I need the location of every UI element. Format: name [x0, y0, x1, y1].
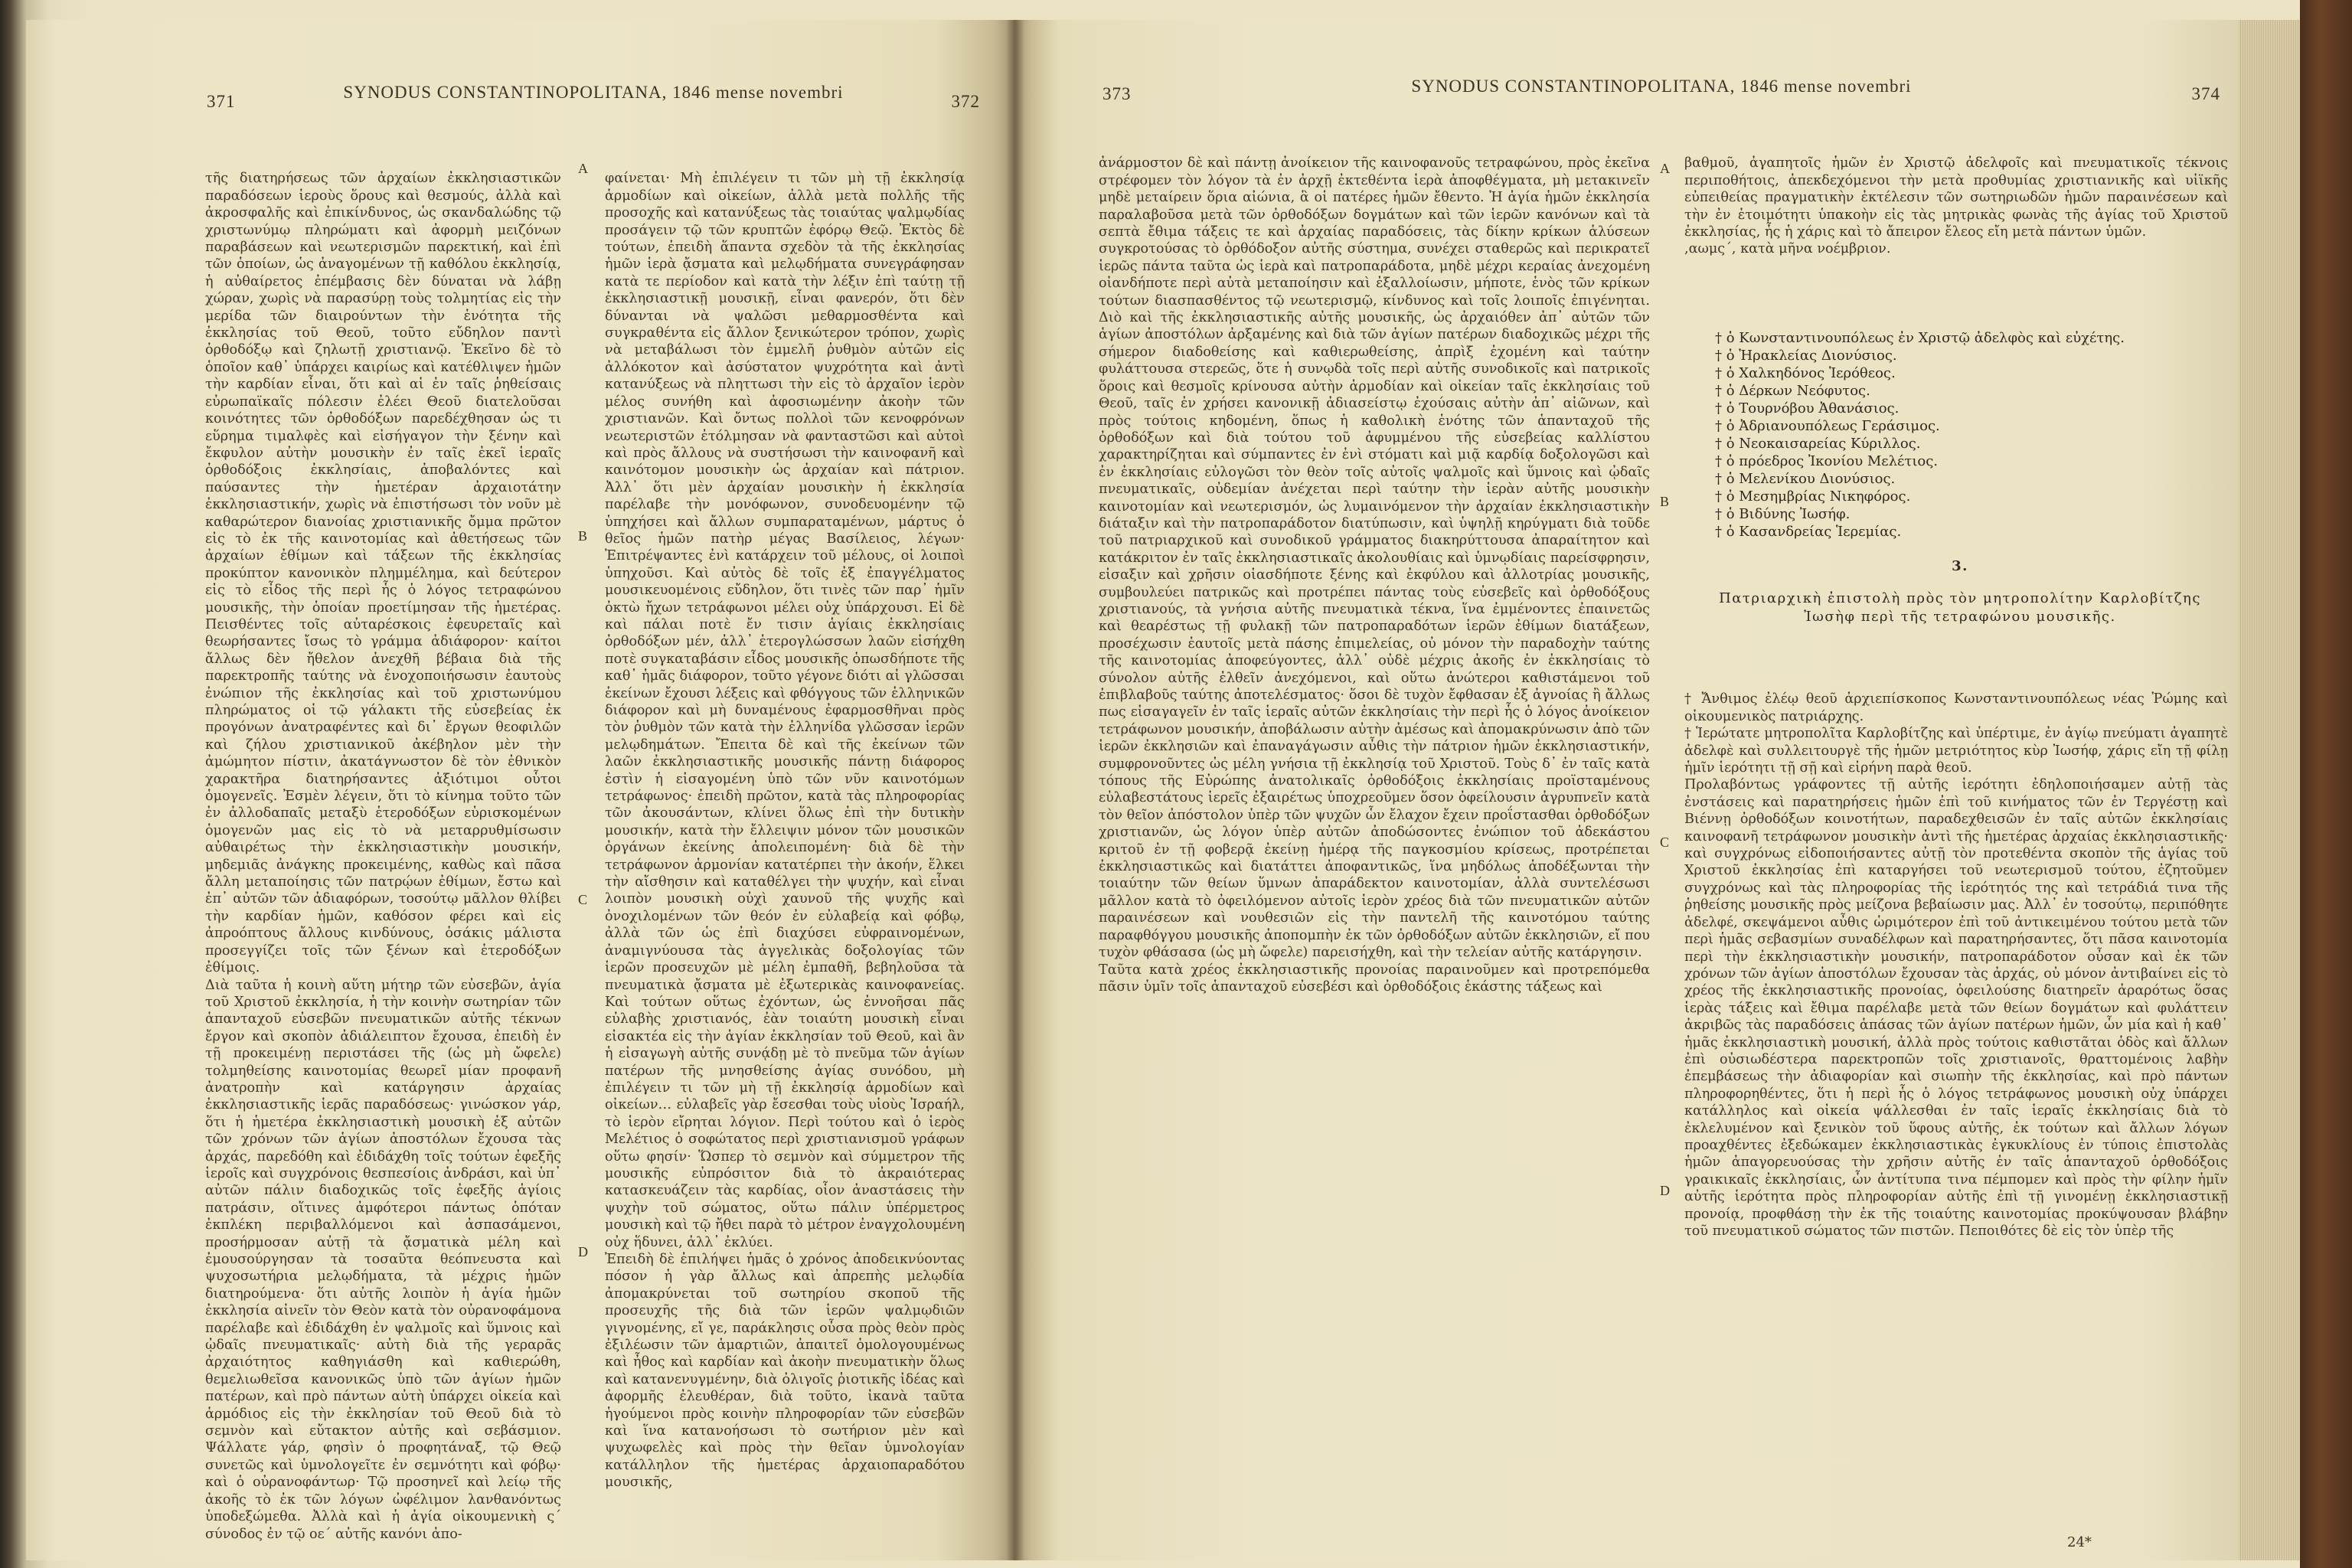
margin-marker-b-right: B [1660, 494, 1670, 509]
right-running-head [1102, 77, 2220, 107]
book-gutter [1006, 20, 1024, 1560]
page-edges [2239, 20, 2300, 1560]
page-number-372: 372 [951, 92, 980, 111]
column-373-text: ἀνάρμοστον δὲ καὶ πάντῃ ἀνοίκειον τῆς καινοφανοῦς τετραφώνου, πρὸς ἐκεῖνα στρέφομεν τὸν λόγον τὰ ἐν ἀρχῇ ἐκτεθέντα ἱερὰ ἀποφθέγματα, μὴ μετακινεῖν μηδὲ μεταίρειν ὅρια αἰώνια, ἃ οἱ πατέρες ἡμῶν ἔθεντο. Ἡ ἁγία ἡμῶν ἐκκλησία παραλαβοῦσα μετὰ τῶν ὀρθοδόξων δογμάτων καὶ τῶν ἱερῶν κανόνων καὶ τὰ σεπτὰ ἔθιμα τάξεις τε καὶ ἀρχαίας παραδόσεις, τὰς δίκην κρίκων ἁλύσεων συγκροτούσας τὸ ὀρθόδοξον αὐτῆς σύστημα, συνέχει σταθερῶς καὶ περικρατεῖ ἱερῶς πάντα ταῦτα ὡς ἱερὰ καὶ πατροπαράδοτα, μηδὲ μέχρι κεραίας ἀνεχομένη οἰανδήποτε περὶ αὐτὰ μεταποίησιν καὶ ἐξαλλοίωσιν, μήποτε, ἑνὸς τῶν κρίκων τούτων διασπασθέντος τῷ νεωτερισμῷ, κίνδυνος καὶ τοῖς λοιποῖς ἐπιγένηται. Διὸ καὶ τῆς ἐκκλησιαστικῆς αὐτῆς μουσικῆς, ὡς ἀρχαιόθεν ἀπ᾽ αὐτῶν τῶν ἁγίων ἀποστόλων ἀρξαμένης καὶ διὰ τῶν ἁγίων πατέρων διαδοχικῶς μέχρι τῆς σήμερον διαδοθείσης καὶ καθιερωθείσης, ἀπρὶξ ἐχομένη καὶ ταύτην φυλάττουσα στερεῶς, ὅτε ἡ συνῳδὰ τοῖς περὶ αὐτῆς συνοδικοῖς καὶ πατρικοῖς ὅροις καὶ θεσμοῖς κρίνουσα αὐτὴν ἁρμοδίαν καὶ οἰκείαν ταῖς ἐκκλησίαις τοῦ Θεοῦ, ταῖς ἐν χρήσει κανονικῇ ἀδιασείστῳ ἐχούσαις αὐτὴν ἀπ᾽ αἰῶνων, καὶ πρὸς τούτοις κηδομένη, ὅπως ἡ καθολικὴ ἑνότης τῶν ἁπανταχοῦ τῆς ὀρθοδόξων καὶ διὰ τούτου τοῦ ἀφυμμένου τῆς εὐσεβείας καλλίστου χαρακτηρίζηται καὶ σύμπαντες ἐν ἑνὶ στόματι καὶ μιᾷ καρδίᾳ δοξολογῶσι καὶ ἐν ἐκκλησίαις εὐλογῶσι τὸν θεὸν τοῖς αὐτοῖς ψαλμοῖς καὶ ὕμνοις καὶ ᾠδαῖς πνευματικαῖς, οὐδεμίαν ἀνέχεται περὶ ταύτην τὴν ἱερὰν αὐτῆς μουσικὴν καινοτομίαν καὶ νεωτερισμόν, ὡς λυμαινόμενον τὴν ἀρχαίαν ἐκκλησιαστικὴν διάταξιν καὶ τὴν πατροπαράδοτον διατύπωσιν, καὶ ὑψηλῇ κηρύγματι διὰ τοῦδε τοῦ πατριαρχικοῦ καὶ συνοδικοῦ γράμματος διακηρύττουσα ἀπαραίτητον καὶ κατάκριτον ἐν ταῖς ἐκκλησιαστικαῖς ἀκολουθίαις καὶ ὑμνῳδίαις παρείσφρησιν, εἰσαξιν καὶ χρῆσιν οἱασδήποτε ξένης καὶ ἐκφύλου καὶ ἀλλοτρίας μουσικῆς, συμβουλεύει πατρικῶς καὶ προτρέπει πάντας τοὺς εὐσεβεῖς καὶ ὀρθοδόξους χριστιανούς, τὰ γνήσια αὐτῆς πνευματικὰ τέκνα, ἵνα ἐμμένοντες ἐπαινετῶς καὶ θεαρέστως τῇ φυλακῇ τῶν πατροπαραδότων ἱερῶν ἐθίμων διατάξεων, προσέχωσιν ἑαυτοῖς μετὰ πάσης ἐπιμελείας, οὐ μόνον τὴν παραδοχὴν ταύτης τῆς καινοτομίας ἀποφεύγοντες, ἀλλ᾽ οὐδὲ μέχρις ἀκοῆς ἐν ἐκκλησίαις τὸ σύνολον αὐτῆς ἐλθεῖν ἀνεχόμενοι, καὶ οὕτω ἀνώτεροι καθιστάμενοι τοῦ ἐπιβλαβοῦς ταύτης ἀποτελέσματος· ὅσοι δὲ τυχὸν ἔφθασαν ἐξ ἀγνοίας ἢ ἄλλως πως εἰσαγαγεῖν ἐν ταῖς ἱεραῖς αὐτῶν ἐκκλησίαις τὴν περὶ ἧς ὁ λόγος ἀνοίκειον τετράφωνον μουσικήν, ἀποβάλωσιν αὐτὴν ἀμέσως καὶ ἀπομακρύνωσιν ἀπὸ τῶν ἱερῶν ἐκκλησιῶν καὶ ἐπαναγάγωσιν αὖθις τὴν πάτριον ἡμῶν ἐκκλησιαστικήν, συμφρονοῦντες ὡς μέλη γνήσια τῇ ἐκκλησίᾳ τοῦ Χριστοῦ. Τοὺς δ᾽ ἐν ταῖς κατὰ τόπους τῆς Εὐρώπης ἀνατολικαῖς ὀρθοδόξοις ἐκκλησίαις προϊσταμένους εὐλαβεστάτους ἱερεῖς ἐξαιρέτως ὑποχρεοῦμεν ὅσον ὀφείλουσιν ἀγρυπνεῖν κατὰ τὸν θεῖον ἀπόστολον ὑπὲρ τῶν ψυχῶν ὧν ἔλαχον ἔχειν προΐστασθαι ὀρθοδόξων χριστιανῶν, ὡς λόγον ὑπὲρ αὐτῶν ἀποδώσοντες ἐνώπιον τοῦ ἀδεκάστου κριτοῦ ἐν τῇ φοβερᾷ ἐκείνῃ ἡμέρᾳ τῆς παγκοσμίου κρίσεως, προτρέπεται ἐκκλησιαστικῶς καὶ διατάττει ἀποφαντικῶς, ἵνα μηδόλως ἀποδέξωνται τὴν τοιαύτην τῶν θείων ὕμνων ἀπαράδεκτον καινοτομίαν, ἀλλὰ συντελέσωσι μᾶλλον κατὰ τὸ ὀφειλόμενον αὐτοῖς ἱερὸν χρέος διὰ τῶν πνευματικῶν αὐτῶν παραινέσεων καὶ νουθεσιῶν εἰς τὴν παντελῆ τῆς καινοτόμου ταύτης παραφθόγγου μουσικῆς ἀποπομπὴν ἐκ τῶν ὀρθοδόξων αὐτῶν ἐκκλησιῶν, εἴ που τυχὸν φθάσασα (ὡς μὴ ὤφελε) παρεισήχθη, καὶ τὴν τελείαν αὐτῆς κατάργησιν. Ταῦτα κατὰ χρέος ἐκκλησιαστικῆς προνοίας παραινοῦμεν καὶ προτρεπόμεθα πᾶσιν ὑμῖν τοῖς ἁπανταχοῦ εὐσεβέσι καὶ ὀρθοδόξοις ἑκάστης τάξεως καὶ [1099, 155, 1650, 995]
signatory: † ὁ Χαλκηδόνος Ἱερόθεος. [1715, 365, 1896, 381]
column-371-text: τῆς διατηρήσεως τῶν ἀρχαίων ἐκκλησιαστικῶν παραδόσεων ἱεροὺς ὅρους καὶ θεσμούς, ἀλλὰ καὶ ἀκροσφαλῆς καὶ ἐπικίνδυνος, ὡς σκανδαλώδης τῷ χριστωνύμῳ πληρώματι καὶ ἀφορμὴ μειζόνων παραβάσεων καὶ νεωτερισμῶν παρεκτική, καὶ ἐπὶ τῶν ὁποίων, ὡς ἀναγομένων τῇ καθόλου ἐκκλησίᾳ, ἡ αὐθαίρετος ἐπέμβασις δὲν δύναται νὰ λάβῃ χώραν, χωρὶς νὰ παρασύρῃ τοὺς τολμητίας εἰς τὴν μερίδα τῶν διαιρούντων τὴν ἑνότητα τῆς ἐκκλησίας τοῦ Θεοῦ, τοῦτο εὔδηλον παντὶ ὀρθοδόξῳ καὶ ζηλωτῇ χριστιανῷ. Ἐκεῖνο δὲ τὸ ὁποῖον καθ᾽ ὑπάρχει καιρίως καὶ κατέθλιψεν ἡμῶν τὴν καρδίαν εἶναι, ὅτι καὶ αἱ ἐν ταῖς ῥηθείσαις εὐρωπαϊκαῖς πόλεσιν ἐλέει Θεοῦ διατελοῦσαι κοινότητες τῶν ὀρθοδόξων παρεδέχθησαν ὡς τι εὕρημα τιμαλφὲς καὶ εἰσήγαγον τὴν ξένην καὶ ἔκφυλον αὐτὴν μουσικὴν ἐν ταῖς ἐκεῖ ἱεραῖς ὀρθοδόξοις ἐκκλησίαις, ἀποβαλόντες καὶ παύσαντες τὴν ἡμετέραν ἀρχαιοτάτην ἐκκλησιαστικήν, χωρὶς νὰ ἐπιστήσωσι τὸν νοῦν μὲ καθαρώτερον διανοίας χριστιανικῆς ὄμμα πρῶτον εἰς τὸ ἐκ τῆς καινοτομίας καὶ ἀθετήσεως τῶν ἀρχαίων ἐθίμων καὶ τάξεων τῆς ἐκκλησίας προκύπτον κανονικὸν πλημμέλημα, καὶ δεύτερον εἰς τὸ εἶδος τῆς περὶ ἧς ὁ λόγος τετραφώνου μουσικῆς, τὴν ὁποίαν προετίμησαν τῆς ἡμετέρας. Πεισθέντες τοῖς αὐταρέσκοις ἐφευρεταῖς καὶ θεωρήσαντες ἴσως τὸ γράμμα ἀδιάφορον· καίτοι ἄλλως δὲν ἤθελον ἀνεχθῆ βέβαια διὰ τῆς παρεκτροπῆς ταύτης νὰ ἐνοχοποιήσωσιν ἑαυτοὺς ἐνώπιον τῆς ἐκκλησίας καὶ τοῦ χριστωνύμου πληρώματος οἱ τῷ γάλακτι τῆς εὐσεβείας ἐκ προγόνων ἀνατραφέντες καὶ δι᾽ ἔργων θεοφιλῶν καὶ ζήλου χριστιανικοῦ ἀκέβηλον μὲν τὴν ἀμώμητον πίστιν, ἀκατάγνωστον δὲ τὸν ἐθνικὸν χαρακτῆρα διατηρήσαντες ἀξιότιμοι οὗτοι ὁμογενεῖς. Ἐσμὲν λέγειν, ὅτι τὸ κίνημα τοῦτο τῶν ἐν ἀλλοδαπαῖς μεταξὺ ἑτεροδόξων εὑρισκομένων ὁμογενῶν μας εἰς τὸ νὰ μεταρρυθμίσωσιν αὐθαιρέτως τὴν ἐκκλησιαστικὴν μουσικήν, μηδεμιᾶς ἀνάγκης προκειμένης, καθὼς καὶ πᾶσα ἄλλη μεταποίησις τῶν πατρῴων ἐθίμων, ἔστω καὶ ἐπ᾽ αὐτῶν τῶν ἀδιαφόρων, τοσούτῳ μᾶλλον θλίβει τὴν καρδίαν ἡμῶν, καθόσον φέρει καὶ εἰς ἀπροόπτους ἄλλους κινδύνους, ὁσάκις μάλιστα προσεγγίζει τοῖς τῶν ξένων καὶ ἑτεροδόξων ἐθίμοις. Διὰ ταῦτα ἡ κοινὴ αὕτη μήτηρ τῶν εὐσεβῶν, ἁγία τοῦ Χριστοῦ ἐκκλησία, ἡ τὴν κοινὴν σωτηρίαν τῶν ἁπανταχοῦ εὐσεβῶν πνευματικῶν αὐτῆς τέκνων ἔργον καὶ σκοπὸν ἀδιάλειπτον ἔχουσα, ἐπειδὴ ἐν τῇ προκειμένῃ περιστάσει τῆς (ὡς μὴ ὤφελε) τολμηθείσης καινοτομίας θεωρεῖ μίαν προφανῆ ἀνατροπὴν καὶ κατάργησιν ἀρχαίας ἐκκλησιαστικῆς ἱερᾶς παραδόσεως· γινώσκον γάρ, ὅτι ἡ ἡμετέρα ἐκκλησιαστικὴ μουσικὴ ἐξ αὐτῶν τῶν χρόνων τῶν ἁγίων ἀποστόλων ἔχουσα τὰς ἀρχάς, παρεδόθη καὶ ἐδιδάχθη τοῖς τούτων ἐφεξῆς ἱεροῖς καὶ συγχρόνοις θεσπεσίοις ἀνδράσι, καὶ ὑπ᾽ αὐτῶν πάλιν διαδοχικῶς τοῖς ἐφεξῆς ἁγίοις πατράσιν, οἵτινες ἀμφότεροι πάντως ὁπόταν ἐκπλέκη περιβαλλόμενοι καὶ ἀσπασάμενοι, προσήρμοσαν αὐτῇ τὰ ᾄσματικὰ μέλη καὶ ἐμουσούργησαν τὰ τοσαῦτα θεόπνευστα καὶ ψυχοσωτήρια μελῳδήματα, τὰ μέχρις ἡμῶν διατηρούμενα· ὅτι αὐτῆς λοιπὸν ἡ ἁγία ἡμῶν ἐκκλησία αἰνεῖν τὸν Θεὸν κατὰ τὸν οὐρανοφάμονα παρέλαβε καὶ ἐδιδάχθη ἐν ψαλμοῖς καὶ ὕμνοις καὶ ᾠδαῖς πνευματικαῖς· αὐτὴ διὰ τῆς γεραρᾶς ἀρχαιότητος καθηγιάσθη καὶ καθιερώθη, θεμελιωθεῖσα κανονικῶς ὑπὸ τῶν ἁγίων ἡμῶν πατέρων, καὶ πρὸ πάντων αὐτὴ ὑπάρχει οἰκεία καὶ ἁρμόδιος εἰς τὴν ἐκκλησίαν τοῦ Θεοῦ διὰ τὸ σεμνὸν καὶ εὔτακτον αὐτῆς καὶ σεβάσμιον. Ψάλλατε γάρ, φησὶν ὁ προφητάναξ, τῷ Θεῷ συνετῶς καὶ ὑμνολογεῖτε ἐν σεμνότητι καὶ φόβῳ· καὶ ὁ οὐρανοφάντωρ· Τῷ προσηνεῖ καὶ λείῳ τῆς ἀκοῆς τὸ ἐκ τῶν λόγων ὠφέλιμον λανθανόντως ὑποδεξώμεθα. Ἀλλὰ καὶ ἡ ἁγία οἰκουμενικὴ ς´ σύνοδος ἐν τῷ οε´ αὐτῆς κανόνι ἀπο- [205, 171, 561, 1542]
printer-signature-mark: 24* [2067, 1534, 2092, 1550]
page-number-371: 371 [207, 92, 236, 111]
book-cover [2300, 0, 2352, 1568]
signatory: † ὁ Νεοκαισαρείας Κύριλλος. [1715, 436, 1921, 452]
column-373 [1099, 138, 1650, 1539]
margin-marker-d-right: D [1660, 1183, 1670, 1198]
page-number-374: 374 [2191, 84, 2220, 103]
signatory: † ὁ Τουρνόβου Ἀθανάσιος. [1715, 400, 1900, 416]
margin-marker-d-left: D [578, 1244, 588, 1259]
column-374-opening: βαθμοῦ, ἀγαπητοῖς ἡμῶν ἐν Χριστῷ ἀδελφοῖς καὶ πνευματικοῖς τέκνοις περιποθήτοις, ἀπεκδεχόμενοι τὴν μετὰ προθυμίας χριστιανικῆς καὶ υἱϊκῆς εὐπειθείας πραγματικὴν ἐκτέλεσιν τῶν σωτηριωδῶν ἡμῶν παραινέσεων καὶ τὴν ἐν ἑτοιμότητι ὑπακοὴν εἰς τὰς μητρικὰς φωνὰς τῆς ἁγίας τοῦ Χριστοῦ ἐκκλησίας, ἧς ἡ χάρις καὶ τὸ ἄπειρον ἔλεος εἴη μετὰ πάντων ὑμῶν. ,αωμς´, κατὰ μῆνα νοέμβριον. [1684, 155, 2228, 257]
signatory: † ὁ Κωνσταντινουπόλεως ἐν Χριστῷ ἀδελφὸς καὶ εὐχέτης. [1715, 330, 2125, 346]
margin-marker-a-left: A [578, 161, 588, 176]
column-372-text: φαίνεται· Μὴ ἐπιλέγειν τι τῶν μὴ τῇ ἐκκλησίᾳ ἁρμοδίων καὶ οἰκείων, ἀλλὰ μετὰ πολλῆς τῆς προσοχῆς καὶ κατανύξεως τὰς τοιαύτας ψαλμῳδίας προσάγειν τῷ τῶν κρυπτῶν ἐφόρῳ Θεῷ. Ἐκτὸς δὲ τούτων, ἐπειδὴ ἅπαντα σχεδὸν τὰ τῆς ἐκκλησίας ἡμῶν ἱερὰ ᾄσματα καὶ μελῳδήματα συνεγράφησαν κατὰ τε περίοδον καὶ κατὰ τὴν λέξιν ἐπὶ ταύτῃ τῇ ἐκκλησιαστικῇ μουσικῇ, εἶναι φανερόν, ὅτι δὲν δύνανται νὰ ψαλῶσι μεθαρμοσθέντα καὶ συγκραθέντα εἰς ἄλλον ξενικώτερον τρόπον, χωρὶς νὰ μεταβάλωσι τὸν ἐμμελῆ ῥυθμὸν αὐτῶν εἰς ἀλλόκοτον καὶ ἀσύστατον ψυχρότητα καὶ ἀντὶ κατανύξεως νὰ πληττωσι τὴν εἰς τὸ ἀρχαῖον ἱερὸν μέλος συνήθη καὶ ἀφοσιωμένην ἀκοὴν τῶν χριστιανῶν. Καὶ ὄντως πολλοὶ τῶν κενοφρόνων νεωτεριστῶν ἐτόλμησαν νὰ φανταστῶσι καὶ αὐτοὶ καὶ πρὸς ἄλλους νὰ συστήσωσι τὴν καινοφανῆ καὶ καινότομον μουσικὴν ὡς ἀρχαίαν καὶ πάτριον. Ἀλλ᾽ ὅτι μὲν ἀρχαίαν μουσικὴν ἡ ἐκκλησία παρέλαβε τὴν μονόφωνον, συνοδευομένην τῷ ὑπηχήσει καὶ ἄλλων συμπαραταμένων, μάρτυς ὁ θεῖος ἡμῶν πατὴρ μέγας Βασίλειος, λέγων· Ἐπιτρέψαντες ἐνὶ κατάρχειν τοῦ μέλους, οἱ λοιποὶ ὑπηχοῦσι. Καὶ αὐτὸς δὲ τοῖς ἐξ ἐπαγγέλματος μουσικευομένοις εὔδηλον, ὅτι τινὲς τῶν παρ᾽ ἡμῖν ὀκτὼ ἤχων τετράφωνοι μέλει οὐχ ὑπάρχουσι. Εἰ δὲ καὶ πάλαι ποτὲ ἔν τισιν ἁγίαις ἐκκλησίαις ὀρθοδόξων μέν, ἀλλ᾽ ἑτερογλώσσων λαῶν εἰσήχθη ποτὲ συγκαταβάσιν εἶδος μουσικῆς ὁπωσδήποτε τῆς καθ᾽ ἡμᾶς διάφορον, τοῦτο γέγονε διότι αἱ γλῶσσαι ἐκείνων ἔχουσι λέξεις καὶ φθόγγους τῶν ἑλληνικῶν διάφορον καὶ μὴ δυναμένους ἐφαρμοσθῆναι πρὸς τὸν ῥυθμὸν τῶν κατὰ τὴν ἑλληνίδα γλῶσσαν ἱερῶν μελῳδημάτων. Ἔπειτα δὲ καὶ τῆς ἐκείνων τῶν λαῶν ἐκκλησιαστικῆς μουσικῆς πάντῃ διάφορος ἐστὶν ἡ εἰσαγομένη ὑπὸ τῶν νῦν καινοτόμων τετράφωνος· ἐπειδὴ πρῶτον, κατὰ τὰς πληροφορίας τῶν ἀκουσάντων, κλίνει ὅλως ἐπὶ τὴν δυτικὴν μουσικήν, κατὰ τὴν ἔλλειψιν μόνον τῶν μουσικῶν ὀργάνων ἐκείνης ἀπολειπομένη· διὰ δὲ τὴν τετράφωνον ἁρμονίαν κατατέρπει τὴν ἀκοήν, ἕλκει τὴν αἴσθησιν καὶ καταθέλγει τὴν ψυχήν, καὶ εἶναι λοιπὸν μουσικὴ οὐχὶ χαυνοῦ τῆς ψυχῆς καὶ ὀνοχιλομένων τῶν θεόν ἐν εὐλαβείᾳ καὶ φόβῳ, ἀλλὰ τῶν ὡς ἐπὶ διαχύσει εὐφραινομένων, ἀναμιγνύουσα τὰς ἀγγελικὰς δοξολογίας τῶν ἱερῶν προσευχῶν μὲ μέλη ἐμπαθῆ, βεβηλοῦσα τὰ πνευματικὰ ᾄσματα μὲ ἐξωτερικὰς καινοφανείας. Καὶ τούτων οὕτως ἐχόντων, ὡς ἐννοῆσαι πᾶς εὐλαβὴς χριστιανός, ἐὰν τοιαύτη μουσικὴ εἶναι εἰσακτέα εἰς τὴν ἁγίαν ἐκκλησίαν τοῦ Θεοῦ, καὶ ἂν ἡ εἰσαγωγὴ αὐτῆς συνᾴδῃ μὲ τὸ πνεῦμα τῶν ἁγίων πατέρων τῆς μνησθείσης ἁγίας συνόδου, μὴ ἐπιλέγειν τι τῶν μὴ τῇ ἐκκλησίᾳ ἁρμοδίων καὶ οἰκείων… εὐλαβεῖς γὰρ ἔσεσθαι τοὺς υἱοὺς Ἰσραήλ, τὸ ἱερὸν εἴρηται λόγιον. Περὶ τούτου καὶ ὁ ἱερὸς Μελέτιος ὁ σοφώτατος περὶ χριστιανισμοῦ γράφων οὕτω φησίν· Ὥσπερ τὸ σεμνὸν καὶ σύμμετρον τῆς μουσικῆς εὐπρόσιτον διὰ τὸ ἀκραιότερας κατασκευάζειν τὰς καρδίας, οἷον ἀναστάσεις τὴν ψυχὴν τοῦ σώματος, οὕτω πάλιν ὑπέρμετρος μουσικὴ καὶ τῷ ἤθει παρὰ τὸ μέτρον ἐναγχολουμένη οὐχ ἥδυνει, ἀλλ᾽ ἐκλύει. Ἐπειδὴ δὲ ἐπιλήψει ἡμᾶς ὁ χρόνος ἀποδεικνύοντας πόσον ἡ γὰρ ἄλλως καὶ ἀπρεπὴς μελῳδία ἀπομακρύνεται τοῦ σωτηρίου σκοποῦ τῆς προσευχῆς τῆς διὰ τῶν ἱερῶν ψαλμῳδιῶν γιγνομένης, εἴ γε, παράκλησις οὖσα πρὸς θεὸν πρὸς ἐξιλέωσιν τῶν ἁμαρτιῶν, ἀπαιτεῖ ὁμολογουμένως καὶ ἦθος καὶ καρδίαν καὶ ἀκοὴν πνευματικὴν ὅλως καὶ κατανενυγμένην, διὰ ὀλιγοῖς ῥιοτικῆς ἰδέας καὶ ἀφορμῆς ἐλευθέραν, διὰ τοῦτο, ἰκανὰ ταῦτα ἡγούμενοι πρὸς κοινὴν πληροφορίαν τῶν εὐσεβῶν καὶ ἵνα κατανοήσωσι τὸ σωτήριον μὲν καὶ ψυχωφελὲς καὶ πρὸς τὴν θεῖαν ὑμνολογίαν κατάλληλον τῆς ἡμετέρας ἀρχαιοπαραδότου μουσικῆς, [605, 171, 965, 1491]
section-number: 3. [1952, 558, 1968, 574]
page-number-373: 373 [1102, 84, 1132, 103]
signatory: † ὁ Ἀδριανουπόλεως Γεράσιμος. [1715, 418, 1940, 434]
signatory: † ὁ Δέρκων Νεόφυτος. [1715, 383, 1870, 399]
margin-marker-a-right: A [1660, 161, 1670, 176]
signatory: † ὁ πρόεδρος Ἰκονίου Μελέτιος. [1715, 453, 1939, 469]
signatory: † ὁ Μεσημβρίας Νικηφόρος. [1715, 488, 1911, 505]
left-header-title: SYNODUS CONSTANTINOPOLITANA, 1846 mense novembri [343, 83, 844, 102]
column-374-letter-text: † Ἄνθιμος ἐλέῳ θεοῦ ἀρχιεπίσκοπος Κωνσταντινουπόλεως νέας Ῥώμης καὶ οἰκουμενικὸς πατριάρχης. † Ἱερώτατε μητροπολῖτα Καρλοβίτζης καὶ ὑπέρτιμε, ἐν ἁγίῳ πνεύματι ἀγαπητὲ ἀδελφὲ καὶ συλλειτουργὲ τῆς ἡμῶν μετριότητος κὺρ Ἰωσήφ, χάρις εἴη τῇ φίλῃ ἡμῖν ἱερότητι τῇ σῇ καὶ εἰρήνη παρὰ θεοῦ. Προλαβόντως γράφοντες τῇ αὐτῆς ἱερότητι ἐδηλοποιήσαμεν αὐτῇ τὰς ἐνστάσεις καὶ παρατηρήσεις ἡμῶν ἐπὶ τοῦ κινήματος τῶν ἐν Τεργέστῃ καὶ Βιέννῃ ὀρθοδόξων κοινοτήτων, παραδεχθεισῶν ἐν ταῖς αὐτῶν ἐκκλησίαις καινοφανῆ τετράφωνον μουσικὴν ἀντὶ τῆς ἡμετέρας ἀρχαίας ἐκκλησιαστικῆς· καὶ συγχρόνως εἰδοποιήσαντες αὐτῇ τὸν προτεθέντα σκοπὸν τῆς ἁγίας τοῦ Χριστοῦ ἐκκλησίας ἐπὶ καταργήσει τοῦ νεωτερισμοῦ τούτου, ἐζητοῦμεν συγχρόνως καὶ τὰς πληροφορίας τῆς ἱερότητός της καὶ τετράδιά τινα τῆς ῥηθείσης μουσικῆς πρὸς μείζονα βεβαίωσιν μας. Ἀλλ᾽ ἐν τοσούτῳ, περιπόθητε ἀδελφέ, σκεψάμενοι αὖθις ὡριμότερον ἐπὶ τοῦ ἀντικειμένου τούτου μετὰ τῶν περὶ ἡμᾶς σεβασμίων συναδέλφων καὶ παρατηρήσαντες, ὅτι πᾶσα καινοτομία περὶ τὴν ἐκκλησιαστικὴν μουσικήν, πατροπαράδοτον οὖσαν καὶ ἐκ τῶν χρόνων τῶν ἁγίων ἀποστόλων ἔχουσαν τὰς ἀρχάς, οὐ μόνον ἀντιβαίνει εἰς τὸ χρέος τῆς ἐκκλησιαστικῆς προνοίας, ὀφειλούσης διατηρεῖν ἀραρότως ὅσας ἱερὰς τάξεις καὶ ἔθιμα παρέλαβε μετὰ τῶν θείων δογμάτων καὶ φυλάττειν ἀκριβῶς τὰς παραδόσεις ἁπάσας τῶν ἁγίων πατέρων ἡμῶν, ὧν μία καὶ ἡ καθ᾽ ἡμᾶς ἐκκλησιαστικὴ μουσική, ἀλλὰ πρὸς τούτοις καθιστᾶται ὁδὸς καὶ ἄλλων ἐπὶ οὐσιωδέστερα παρεκτροπῶν τοῖς χριστιανοῖς, θραττομένοις λαβὴν ἐπεμβάσεως τὴν ἀδιαφορίαν καὶ σιωπὴν τῆς ἐκκλησίας, καὶ πρὸ πάντων πληροφορηθέντες, ὅτι ἡ περὶ ἧς ὁ λόγος τετράφωνος μουσικὴ οὐχ ὑπάρχει κατάλληλος καὶ οἰκεία ψάλλεσθαι ἐν ταῖς ἱεραῖς ἐκκλησίαις διὰ τὸ ἐκλελυμένον καὶ ξενικὸν τοῦ ὕφους αὐτῆς, ἐκ τούτων καὶ ἄλλων λόγων προαχθέντες ἐξεδώκαμεν ἐκκλησιαστικὰς ἐγκυκλίους ἐν τύποις ἐπιστολὰς ἡμῶν ἀπαγορευούσας τὴν χρῆσιν αὐτῆς ἐν ταῖς ἁπανταχοῦ ὀρθοδόξοις γραικικαῖς ἐκκλησίαις, ὧν ἀντίτυπα τινα πέμπομεν καὶ πρὸς τὴν φίλην ἡμῖν αὐτῆς ἱερότητα πρὸς πληροφορίαν αὐτῆς ἐπὶ τῇ γινομένῃ ἐκκλησιαστικῇ προνοίᾳ, προφθάσῃ τὴν ἐκ τῆς τοιαύτης καινοτομίας προκύψουσαν βλάβην τοῦ πνευματικοῦ σώματος τῶν πιστῶν. Πεποιθότες δὲ εἰς τὸν ὑπὲρ τῆς [1684, 691, 2228, 1239]
column-372 [605, 153, 965, 1531]
column-374-letter [1684, 674, 2228, 1531]
signatories-list [1715, 329, 2220, 541]
signatory: † ὁ Κασανδρείας Ἱερεμίας. [1715, 524, 1902, 540]
column-371 [205, 153, 561, 1542]
margin-marker-b-left: B [578, 528, 588, 544]
column-374-top [1684, 138, 2228, 329]
right-header-title: SYNODUS CONSTANTINOPOLITANA, 1846 mense novembri [1411, 77, 1912, 96]
left-running-head [207, 83, 980, 113]
signatory: † ὁ Ἡρακλείας Διονύσιος. [1715, 348, 1897, 364]
margin-marker-c-right: C [1660, 835, 1670, 850]
signatory: † ὁ Βιδύνης Ἰωσήφ. [1715, 506, 1851, 522]
margin-marker-c-left: C [578, 892, 588, 907]
section-heading: Πατριαρχικὴ ἐπιστολὴ πρὸς τὸν μητροπολίτην Καρλοβίτζης Ἰωσὴφ περὶ τῆς τετραφώνου μουσικῆς. [1719, 590, 2201, 625]
signatory: † ὁ Μελενίκου Διονύσιος. [1715, 471, 1896, 487]
